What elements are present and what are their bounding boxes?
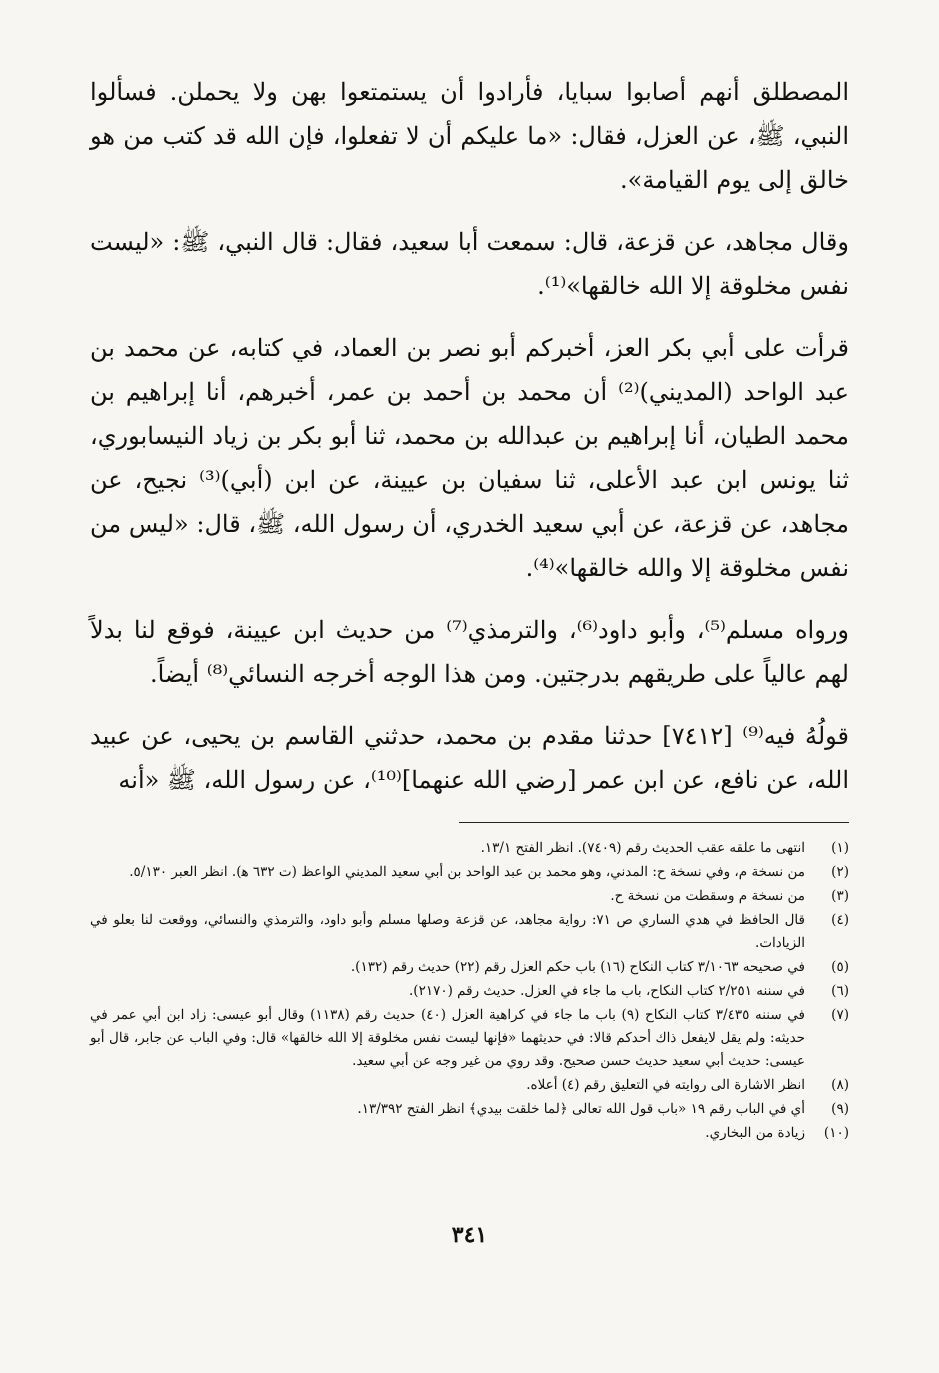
footnote-number: (٣) bbox=[831, 888, 849, 904]
footnote bbox=[90, 956, 849, 979]
footnote bbox=[90, 1074, 849, 1097]
footnote-number: (١) bbox=[831, 840, 849, 856]
footnote bbox=[90, 1122, 849, 1145]
footnotes bbox=[90, 837, 849, 1145]
footnote-number: (٨) bbox=[831, 1077, 849, 1093]
footnote-separator bbox=[459, 822, 849, 823]
paragraph: قولُهُ فيه⁽⁹⁾ [٧٤١٢] حدثنا مقدم بن محمد، حدثني القاسم بن يحيى، عن عبيد الله، عن نافع، عن ابن عمر [رضي الله عنهما]⁽¹⁰⁾، عن رسول الله، ﷺ «أنه bbox=[90, 722, 850, 794]
footnote-number: (٢) bbox=[831, 864, 849, 880]
page-number: ٣٤١ bbox=[451, 1222, 488, 1248]
footnote-text: انتهى ما علقه عقب الحديث رقم (٧٤٠٩). انظر الفتح ١٣/١. bbox=[480, 840, 805, 856]
footnote-text: في سننه ٢/٢٥١ كتاب النكاح، باب ما جاء في العزل. حديث رقم (٢١٧٠). bbox=[409, 983, 805, 999]
footnote-number: (١٠) bbox=[823, 1125, 849, 1141]
footnote bbox=[90, 1004, 849, 1073]
footnote-text: قال الحافظ في هدي الساري ص ٧١: رواية مجاهد، عن قزعة وصلها مسلم وأبو داود، والترمذي والنسائي، ووقعت لنا بعلو في الزيادات. bbox=[90, 912, 805, 951]
paragraph: المصطلق أنهم أصابوا سبايا، فأرادوا أن يستمتعوا بهن ولا يحملن. فسألوا النبي، ﷺ، عن العزل، فقال: «ما عليكم أن لا تفعلوا، فإن الله قد كتب من هو خالق إلى يوم القيامة». bbox=[90, 78, 849, 194]
paragraph: قرأت على أبي بكر العز، أخبركم أبو نصر بن العماد، في كتابه، عن محمد بن عبد الواحد (المديني)⁽²⁾ أن محمد بن أحمد بن عمر، أخبرهم، أنا إبراهيم بن محمد الطيان، أنا إبراهيم بن عبدالله بن محمد، ثنا أبو بكر بن زياد النيسابوري، ثنا يونس ابن عبد الأعلى، ثنا سفيان بن عيينة، عن ابن (أبي)⁽³⁾ نجيح، عن مجاهد، عن قزعة، عن أبي سعيد الخدري، أن رسول الله، ﷺ، قال: «ليس من نفس مخلوقة إلا والله خالقها»⁽⁴⁾. bbox=[90, 334, 849, 582]
footnote-text: في سننه ٣/٤٣٥ كتاب النكاح (٩) باب ما جاء في كراهية العزل (٤٠) حديث رقم (١١٣٨) وقال أبو عيسى: زاد ابن أبي عمر في حديثه: ولم يقل لايفعل ذاك أحدكم قالا: في حديثهما «فإنها ليست نفس مخلوقة إلا الله خالقها» قال: وفي الباب عن جابر، قال أبو عيسى: حديث أبي سعيد حديث حسن صحيح. وقد روي من غير وجه عن أبي سعيد. bbox=[90, 1007, 805, 1069]
footnote-number: (٦) bbox=[831, 983, 849, 999]
footnote-number: (٥) bbox=[831, 959, 849, 975]
footnote-number: (٧) bbox=[831, 1007, 849, 1023]
paragraph: وقال مجاهد، عن قزعة، قال: سمعت أبا سعيد، فقال: قال النبي، ﷺ: «ليست نفس مخلوقة إلا الله خالقها»⁽¹⁾. bbox=[90, 228, 849, 300]
footnote bbox=[90, 837, 849, 860]
page-body bbox=[90, 70, 849, 1146]
footnote bbox=[90, 1098, 849, 1121]
footnote-text: انظر الاشارة الى روايته في التعليق رقم (٤) أعلاه. bbox=[526, 1077, 805, 1093]
footnote-text: من نسخة م وسقطت من نسخة ح. bbox=[610, 888, 805, 904]
footnote bbox=[90, 861, 849, 884]
footnote-text: في صحيحه ٣/١٠٦٣ كتاب النكاح (١٦) باب حكم العزل رقم (٢٢) حديث رقم (١٣٢). bbox=[350, 959, 805, 975]
footnote-text: أي في الباب رقم ١٩ «باب قول الله تعالى ﴿لما خلقت بيدي﴾ انظر الفتح ١٣/٣٩٢. bbox=[357, 1101, 805, 1117]
paragraph: ورواه مسلم⁽⁵⁾، وأبو داود⁽⁶⁾، والترمذي⁽⁷⁾ من حديث ابن عيينة، فوقع لنا بدلاً لهم عالياً على طريقهم بدرجتين. ومن هذا الوجه أخرجه النسائي⁽⁸⁾ أيضاً. bbox=[90, 616, 849, 688]
footnote bbox=[90, 909, 849, 955]
footnote-text: من نسخة م، وفي نسخة ح: المدني، وهو محمد بن عبد الواحد بن أبي سعيد المديني الواعظ (ت ٦٣٢ ﻫ). انظر العبر ٥/١٣٠. bbox=[129, 864, 805, 880]
footnote bbox=[90, 980, 849, 1003]
footnote-text: زيادة من البخاري. bbox=[705, 1125, 805, 1141]
footnote-number: (٤) bbox=[831, 912, 849, 928]
main-text bbox=[90, 70, 849, 802]
footnote-number: (٩) bbox=[831, 1101, 849, 1117]
footnote bbox=[90, 885, 849, 908]
